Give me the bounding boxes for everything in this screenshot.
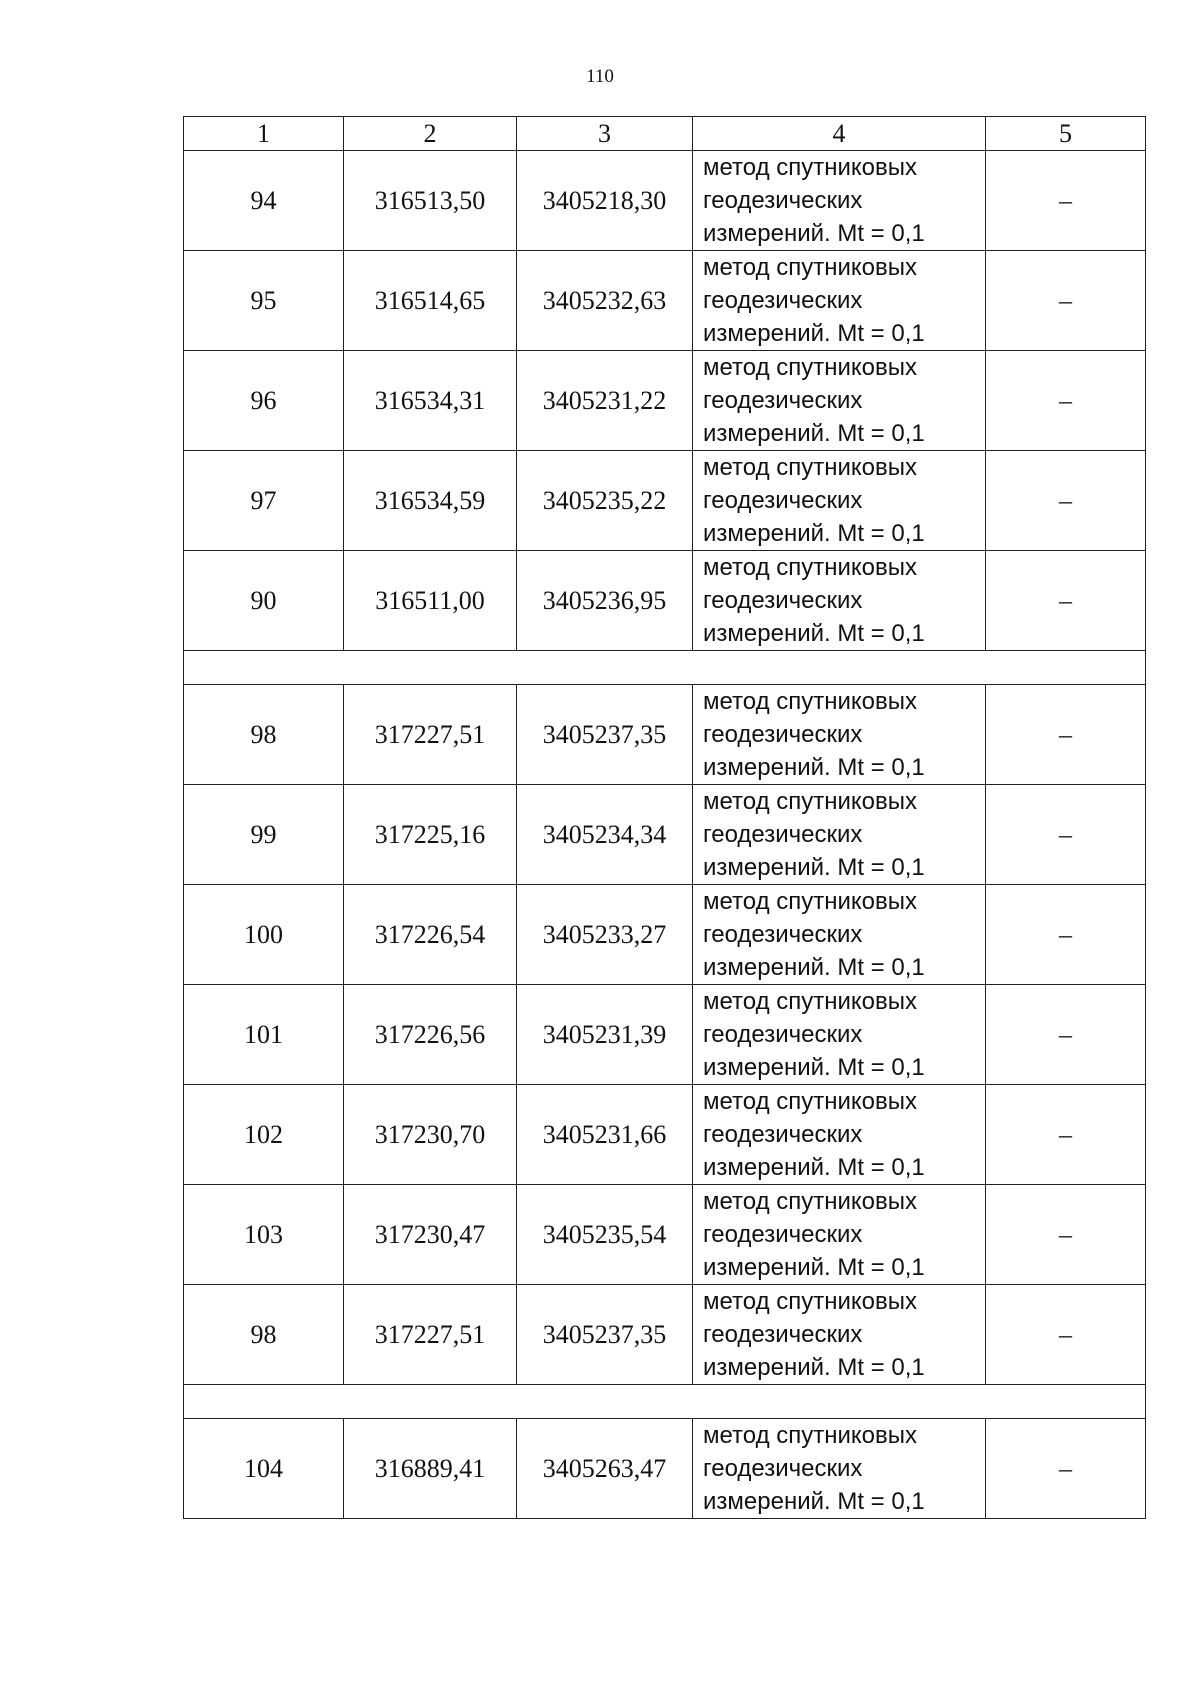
method-line: измерений. Mt = 0,1 (703, 320, 925, 347)
y-coordinate-cell: 3405235,54 (517, 1185, 693, 1285)
method-line: геодезических (703, 1455, 863, 1482)
x-coordinate-cell: 316534,31 (344, 351, 517, 451)
method-line: метод спутниковых (703, 1288, 918, 1315)
method-line: измерений. Mt = 0,1 (703, 420, 925, 447)
table-row (184, 451, 1146, 551)
method-line: геодезических (703, 721, 863, 748)
y-coordinate-cell: 3405235,22 (517, 451, 693, 551)
note-cell: – (986, 685, 1146, 785)
y-coordinate-cell: 3405231,66 (517, 1085, 693, 1185)
column-header-5: 5 (986, 117, 1146, 151)
method-line: измерений. Mt = 0,1 (703, 954, 925, 981)
method-line: измерений. Mt = 0,1 (703, 854, 925, 881)
note-cell: – (986, 1285, 1146, 1385)
method-line: геодезических (703, 821, 863, 848)
point-number-cell: 96 (184, 351, 344, 451)
y-coordinate-cell: 3405231,22 (517, 351, 693, 451)
point-number-cell: 95 (184, 251, 344, 351)
point-number-cell: 103 (184, 1185, 344, 1285)
note-cell: – (986, 885, 1146, 985)
method-cell (693, 251, 986, 351)
note-cell: – (986, 451, 1146, 551)
method-cell (693, 451, 986, 551)
x-coordinate-cell: 317230,70 (344, 1085, 517, 1185)
method-line: геодезических (703, 487, 863, 514)
point-number-cell: 99 (184, 785, 344, 885)
method-cell (693, 551, 986, 651)
method-cell (693, 1185, 986, 1285)
method-line: геодезических (703, 187, 863, 214)
note-cell: – (986, 1419, 1146, 1519)
method-line: метод спутниковых (703, 788, 918, 815)
method-line: измерений. Mt = 0,1 (703, 520, 925, 547)
method-line: геодезических (703, 1221, 863, 1248)
x-coordinate-cell: 316534,59 (344, 451, 517, 551)
point-number-cell: 98 (184, 1285, 344, 1385)
method-line: метод спутниковых (703, 554, 918, 581)
method-line: измерений. Mt = 0,1 (703, 1488, 925, 1515)
method-cell (693, 985, 986, 1085)
table-row (184, 351, 1146, 451)
x-coordinate-cell: 317225,16 (344, 785, 517, 885)
y-coordinate-cell: 3405234,34 (517, 785, 693, 885)
method-line: измерений. Mt = 0,1 (703, 620, 925, 647)
table-row (184, 251, 1146, 351)
method-line: геодезических (703, 1021, 863, 1048)
table-row (184, 1419, 1146, 1519)
note-cell: – (986, 351, 1146, 451)
x-coordinate-cell: 316511,00 (344, 551, 517, 651)
method-line: метод спутниковых (703, 688, 918, 715)
note-cell: – (986, 1085, 1146, 1185)
method-line: измерений. Mt = 0,1 (703, 220, 925, 247)
table-row (184, 1285, 1146, 1385)
y-coordinate-cell: 3405237,35 (517, 1285, 693, 1385)
method-cell (693, 685, 986, 785)
table-separator-row (184, 651, 1146, 685)
method-cell (693, 885, 986, 985)
method-line: метод спутниковых (703, 888, 918, 915)
x-coordinate-cell: 317226,54 (344, 885, 517, 985)
method-line: геодезических (703, 287, 863, 314)
method-line: метод спутниковых (703, 1188, 918, 1215)
table-row (184, 551, 1146, 651)
column-header-1: 1 (184, 117, 344, 151)
column-header-2: 2 (344, 117, 517, 151)
point-number-cell: 97 (184, 451, 344, 551)
table-row (184, 885, 1146, 985)
method-line: измерений. Mt = 0,1 (703, 1054, 925, 1081)
method-line: метод спутниковых (703, 1088, 918, 1115)
column-header-3: 3 (517, 117, 693, 151)
point-number-cell: 90 (184, 551, 344, 651)
table-header-row (184, 117, 1146, 151)
point-number-cell: 104 (184, 1419, 344, 1519)
table-row (184, 785, 1146, 885)
x-coordinate-cell: 317227,51 (344, 1285, 517, 1385)
method-line: геодезических (703, 1121, 863, 1148)
y-coordinate-cell: 3405233,27 (517, 885, 693, 985)
y-coordinate-cell: 3405263,47 (517, 1419, 693, 1519)
table-row (184, 685, 1146, 785)
method-cell (693, 151, 986, 251)
point-number-cell: 100 (184, 885, 344, 985)
method-line: измерений. Mt = 0,1 (703, 1154, 925, 1181)
table-row (184, 985, 1146, 1085)
method-line: метод спутниковых (703, 154, 918, 181)
method-cell (693, 1419, 986, 1519)
method-line: метод спутниковых (703, 354, 918, 381)
method-line: геодезических (703, 1321, 863, 1348)
point-number-cell: 98 (184, 685, 344, 785)
table-body (184, 151, 1146, 1519)
column-header-4: 4 (693, 117, 986, 151)
method-line: измерений. Mt = 0,1 (703, 754, 925, 781)
method-line: геодезических (703, 587, 863, 614)
y-coordinate-cell: 3405218,30 (517, 151, 693, 251)
method-line: метод спутниковых (703, 988, 918, 1015)
table-row (184, 1185, 1146, 1285)
separator-cell (184, 651, 1146, 685)
y-coordinate-cell: 3405232,63 (517, 251, 693, 351)
note-cell: – (986, 785, 1146, 885)
method-line: метод спутниковых (703, 454, 918, 481)
table-row (184, 1085, 1146, 1185)
method-line: метод спутниковых (703, 1422, 918, 1449)
method-line: измерений. Mt = 0,1 (703, 1254, 925, 1281)
method-cell (693, 1285, 986, 1385)
method-line: измерений. Mt = 0,1 (703, 1354, 925, 1381)
coordinates-table (183, 116, 1146, 1519)
point-number-cell: 94 (184, 151, 344, 251)
table-row (184, 151, 1146, 251)
method-cell (693, 785, 986, 885)
x-coordinate-cell: 316513,50 (344, 151, 517, 251)
page-number: 110 (586, 66, 614, 87)
method-cell (693, 1085, 986, 1185)
note-cell: – (986, 551, 1146, 651)
x-coordinate-cell: 316514,65 (344, 251, 517, 351)
table-separator-row (184, 1385, 1146, 1419)
x-coordinate-cell: 317230,47 (344, 1185, 517, 1285)
note-cell: – (986, 1185, 1146, 1285)
y-coordinate-cell: 3405231,39 (517, 985, 693, 1085)
x-coordinate-cell: 316889,41 (344, 1419, 517, 1519)
method-line: геодезических (703, 387, 863, 414)
note-cell: – (986, 985, 1146, 1085)
note-cell: – (986, 151, 1146, 251)
x-coordinate-cell: 317227,51 (344, 685, 517, 785)
note-cell: – (986, 251, 1146, 351)
y-coordinate-cell: 3405237,35 (517, 685, 693, 785)
method-cell (693, 351, 986, 451)
method-line: метод спутниковых (703, 254, 918, 281)
method-line: геодезических (703, 921, 863, 948)
point-number-cell: 102 (184, 1085, 344, 1185)
y-coordinate-cell: 3405236,95 (517, 551, 693, 651)
point-number-cell: 101 (184, 985, 344, 1085)
separator-cell (184, 1385, 1146, 1419)
x-coordinate-cell: 317226,56 (344, 985, 517, 1085)
